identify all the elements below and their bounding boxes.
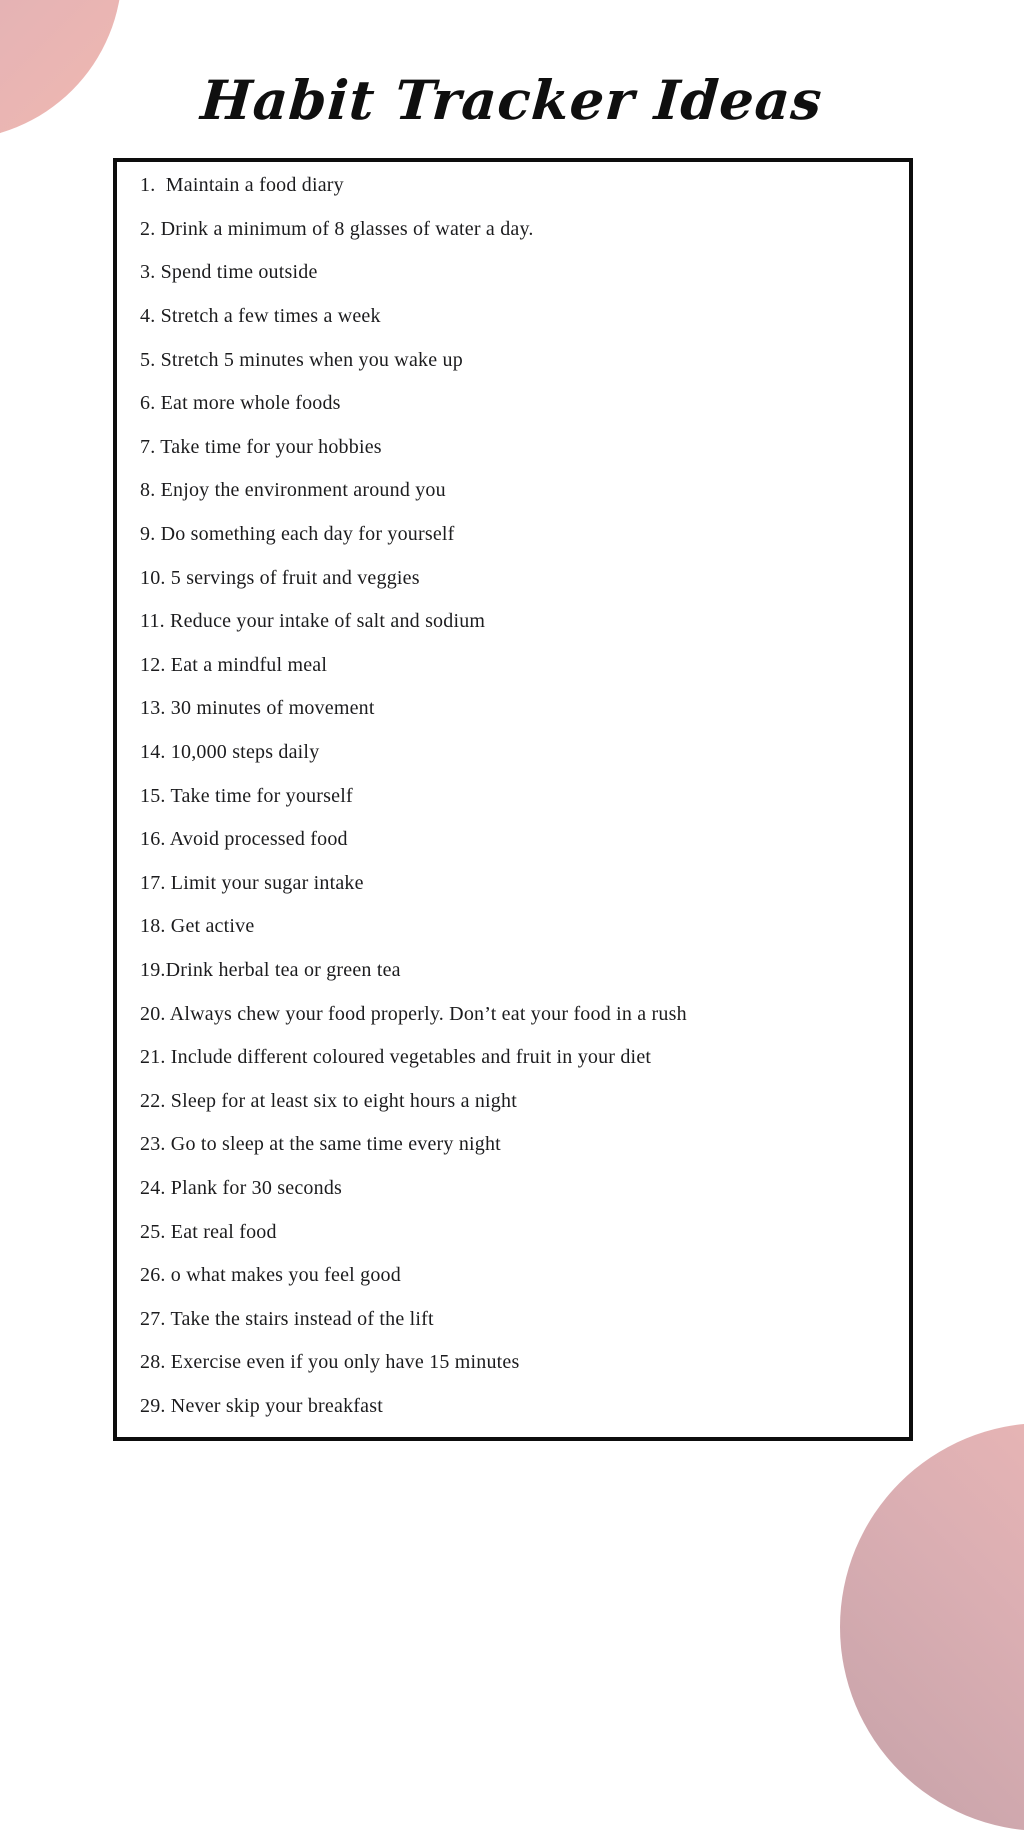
list-item: 9. Do something each day for yourself <box>140 523 455 546</box>
list-item: 6. Eat more whole foods <box>140 392 341 415</box>
list-item: 20. Always chew your food properly. Don’t eat your food in a rush <box>140 1002 687 1025</box>
list-item: 10. 5 servings of fruit and veggies <box>140 566 420 589</box>
pink-circle-decoration-bottom-right <box>840 1423 1024 1831</box>
page-title: Habit Tracker Ideas <box>199 68 825 132</box>
list-item: 27. Take the stairs instead of the lift <box>140 1307 434 1330</box>
list-item: 1. Maintain a food diary <box>140 174 344 197</box>
list-item: 26. o what makes you feel good <box>140 1264 401 1287</box>
list-item: 7. Take time for your hobbies <box>140 435 382 458</box>
list-item: 19.Drink herbal tea or green tea <box>140 958 401 981</box>
list-item: 18. Get active <box>140 915 255 938</box>
title-container <box>0 68 1024 132</box>
list-item: 22. Sleep for at least six to eight hours a night <box>140 1089 517 1112</box>
list-item: 13. 30 minutes of movement <box>140 697 375 720</box>
list-item: 24. Plank for 30 seconds <box>140 1176 342 1199</box>
list-item: 3. Spend time outside <box>140 261 318 284</box>
list-item: 8. Enjoy the environment around you <box>140 479 446 502</box>
list-item: 29. Never skip your breakfast <box>140 1394 383 1417</box>
list-item: 2. Drink a minimum of 8 glasses of water a day. <box>140 217 534 240</box>
list-item: 21. Include different coloured vegetables and fruit in your diet <box>140 1046 652 1069</box>
list-item: 15. Take time for yourself <box>140 784 353 807</box>
list-item: 25. Eat real food <box>140 1220 277 1243</box>
list-item: 12. Eat a mindful meal <box>140 653 328 676</box>
list-item: 5. Stretch 5 minutes when you wake up <box>140 348 463 371</box>
list-item: 16. Avoid processed food <box>140 828 348 851</box>
list-item: 11. Reduce your intake of salt and sodium <box>140 610 486 633</box>
list-item: 4. Stretch a few times a week <box>140 305 381 328</box>
list-item: 17. Limit your sugar intake <box>140 871 364 894</box>
list-item: 28. Exercise even if you only have 15 minutes <box>140 1351 520 1374</box>
list-item: 14. 10,000 steps daily <box>140 741 320 764</box>
habit-list-box <box>113 158 913 1441</box>
list-item: 23. Go to sleep at the same time every night <box>140 1133 501 1156</box>
